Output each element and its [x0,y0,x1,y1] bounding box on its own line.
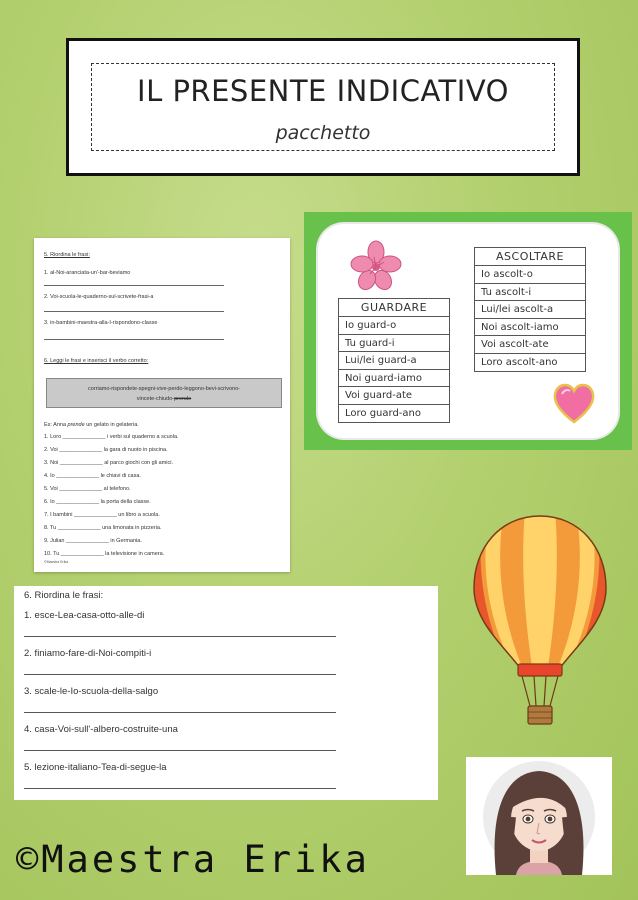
worksheet-heading-5: 5. Riordina le frasi: [44,252,90,258]
conjugation-row: Tu ascolt-i [475,284,585,302]
conjugation-row: Io ascolt-o [475,266,585,284]
worksheet-item: 9. Julian ______________ in Germania. [44,538,142,544]
worksheet-example [44,422,139,428]
heart-icon [550,380,598,426]
conjugation-row: Loro guard-ano [345,407,421,419]
worksheet-page-preview [34,238,290,572]
worksheet-item: 1. Loro ______________ i verbi sul quaderno a scuola. [44,434,179,440]
answer-line [24,674,336,675]
flower-icon [350,240,402,292]
verb-bank [46,378,282,408]
exercise-item: 1. esce-Lea-casa-otto-alle-di [24,610,145,621]
avatar-box [466,757,612,875]
worksheet-item: 8. Tu ______________ una limonata in pizzeria. [44,525,162,531]
title-box [66,38,580,176]
worksheet-item: 2. Voi-scuola-le-quaderno-sul-scrivete-frasi-a [44,294,154,300]
answer-line [44,311,224,312]
avatar-icon [466,757,612,875]
guardare-header: GUARDARE [339,299,449,317]
exercise-item: 3. scale-le-Io-scuola-della-salgo [24,686,159,697]
exercise-item: 4. casa-Voi-sull'-albero-costruite-una [24,724,178,735]
conjugation-row: Noi ascolt-iamo [475,319,585,337]
exercise-item: 2. finiamo-fare-di-Noi-compiti-i [24,648,152,659]
exercise-box [14,586,438,800]
example-prefix: Es: Anna [44,422,68,428]
conjugation-row: Voi ascolt-ate [475,336,585,354]
exercise-item: 5. lezione-italiano-Tea-di-segue-la [24,762,167,773]
worksheet-item: 10. Tu ______________ la televisione in camera. [44,551,165,557]
worksheet-item: 3. in-bambini-maestra-alla-I-rispondono-classe [44,320,158,326]
answer-line [24,750,336,751]
hot-air-balloon-icon [470,510,610,730]
answer-line [44,339,224,340]
example-suffix: un gelato in gelateria. [84,422,139,428]
author-signature: ©Maestra Erika [16,838,370,881]
conjugation-row: Lui/lei ascolt-a [475,301,585,319]
page-title: IL PRESENTE INDICATIVO [137,74,509,108]
worksheet-item: 4. Io ______________ le chiavi di casa. [44,473,141,479]
answer-line [44,285,224,286]
worksheet-item: 2. Voi ______________ la gara di nuoto in piscina. [44,447,168,453]
worksheet-item: 6. Io ______________ la porta della classe. [44,499,151,505]
verb-bank-struck-word: prende [174,396,192,402]
worksheet-item: 7. I bambini ______________ un libro a scuola. [44,512,160,518]
conjugation-row: Voi guard-ate [339,387,449,405]
worksheet-item: 5. Voi ______________ al telefono. [44,486,131,492]
conjugation-row: Io guard-o [339,317,449,335]
answer-line [24,712,336,713]
worksheet-heading-6: 6. Leggi le frasi e inserisci il verbo corretto: [44,358,149,364]
conjugation-row: Lui/lei guard-a [339,352,449,370]
example-verb: prende [67,422,85,428]
verb-bank-words: vincete-chiudo- [136,396,175,402]
conjugation-card [304,212,632,450]
conjugation-row: Noi guard-iamo [339,370,449,388]
title-dashed-frame [91,63,555,151]
verb-bank-line-2 [47,394,281,404]
conjugation-row: Loro ascolt-ano [481,356,558,368]
worksheet-item: 3. Noi ______________ al parco giochi con gli amici. [44,460,174,466]
ascoltare-table [474,247,586,372]
conjugation-row: Tu guard-i [339,335,449,353]
ascoltare-header: ASCOLTARE [475,248,585,266]
guardare-table [338,298,450,423]
worksheet-footer: ©Maestra Erika [44,560,69,564]
exercise-title: 6. Riordina le frasi: [24,590,104,601]
answer-line [24,788,336,789]
worksheet-item: 1. al-Noi-aranciata-un'-bar-beviamo [44,270,131,276]
verb-bank-line-1: corriamo-rispondete-spegni-vive-perdo-leggono-bevi-scrivono- [88,386,240,392]
page-subtitle: pacchetto [275,122,371,144]
answer-line [24,636,336,637]
